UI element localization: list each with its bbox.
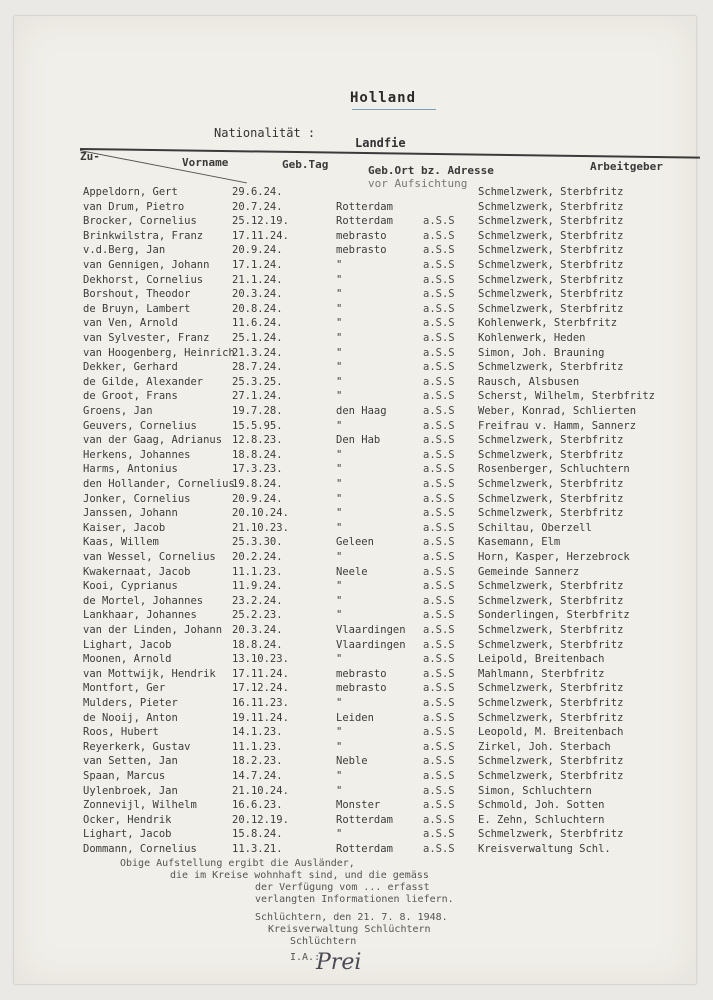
table-row bbox=[0, 201, 713, 215]
row-address: a.S.S bbox=[423, 799, 455, 812]
table-row bbox=[0, 215, 713, 229]
row-employer: Schmelzwerk, Sterbfritz bbox=[478, 259, 624, 271]
row-birthdate: 18.8.24. bbox=[232, 638, 283, 651]
table-row bbox=[0, 566, 713, 580]
row-name: Kaas, Willem bbox=[83, 536, 159, 549]
table-row bbox=[0, 493, 713, 507]
row-birthplace: mebrasto bbox=[336, 244, 387, 257]
row-name: Appeldorn, Gert bbox=[83, 186, 178, 198]
row-address: a.S.S bbox=[423, 419, 455, 432]
table-row bbox=[0, 478, 713, 492]
row-employer: Schmelzwerk, Sterbfritz bbox=[478, 434, 624, 447]
page-title: Holland bbox=[350, 90, 417, 106]
table-row bbox=[0, 259, 713, 273]
table-row bbox=[0, 595, 713, 609]
table-row bbox=[0, 434, 713, 448]
row-employer: Schmelzwerk, Sterbfritz bbox=[478, 770, 624, 782]
row-birthplace: " bbox=[336, 419, 343, 432]
row-address: a.S.S bbox=[423, 813, 455, 826]
row-birthdate: 20.10.24. bbox=[232, 507, 289, 520]
row-birthdate: 20.9.24. bbox=[232, 244, 283, 257]
row-address: a.S.S bbox=[423, 273, 455, 286]
row-birthplace: Rotterdam bbox=[336, 843, 393, 855]
row-employer: Schmold, Joh. Sotten bbox=[478, 799, 605, 812]
row-birthdate: 21.3.24. bbox=[232, 346, 283, 359]
row-birthplace: Rotterdam bbox=[336, 813, 393, 826]
row-address: a.S.S bbox=[423, 624, 455, 636]
row-birthdate: 20.7.24. bbox=[232, 200, 283, 213]
row-employer: Schmelzwerk, Sterbfritz bbox=[478, 478, 624, 490]
row-birthplace: " bbox=[336, 521, 343, 534]
row-address: a.S.S bbox=[423, 536, 455, 549]
row-address: a.S.S bbox=[423, 843, 455, 855]
row-employer: Gemeinde Sannerz bbox=[478, 565, 580, 578]
row-name: Dekhorst, Cornelius bbox=[83, 273, 204, 286]
row-address: a.S.S bbox=[423, 580, 455, 593]
row-birthplace: Vlaardingen bbox=[336, 638, 406, 651]
table-row bbox=[0, 682, 713, 696]
row-employer: E. Zehn, Schluchtern bbox=[478, 813, 605, 826]
row-name: de Mortel, Johannes bbox=[83, 594, 204, 607]
row-name: Reyerkerk, Gustav bbox=[83, 740, 191, 753]
table-row bbox=[0, 785, 713, 799]
row-address: a.S.S bbox=[423, 478, 455, 490]
row-birthplace: Geleen bbox=[336, 536, 374, 549]
row-birthplace: Rotterdam bbox=[336, 200, 393, 213]
header-col-gebort: Geb.Ort bz. Adresse bbox=[368, 164, 494, 177]
row-name: Brocker, Cornelius bbox=[83, 215, 197, 228]
row-name: van der Gaag, Adrianus bbox=[83, 434, 223, 447]
row-address: a.S.S bbox=[423, 594, 455, 607]
row-birthdate: 18.2.23. bbox=[232, 755, 283, 768]
row-birthdate: 29.6.24. bbox=[232, 186, 283, 198]
row-birthdate: 21.10.23. bbox=[232, 521, 289, 534]
row-birthdate: 20.12.19. bbox=[232, 813, 289, 826]
table-row bbox=[0, 317, 713, 331]
table-row bbox=[0, 361, 713, 375]
row-address: a.S.S bbox=[423, 770, 455, 782]
row-birthdate: 14.1.23. bbox=[232, 726, 283, 739]
row-address: a.S.S bbox=[423, 215, 455, 228]
row-employer: Schiltau, Oberzell bbox=[478, 521, 592, 534]
table-row bbox=[0, 303, 713, 317]
row-birthdate: 25.12.19. bbox=[232, 215, 289, 228]
row-birthdate: 19.7.28. bbox=[232, 405, 283, 417]
row-address: a.S.S bbox=[423, 434, 455, 447]
row-name: Spaan, Marcus bbox=[83, 770, 166, 782]
row-name: de Gilde, Alexander bbox=[83, 375, 204, 388]
row-employer: Schmelzwerk, Sterbfritz bbox=[478, 697, 624, 709]
row-employer: Schmelzwerk, Sterbfritz bbox=[478, 186, 624, 198]
table-row bbox=[0, 449, 713, 463]
table-row bbox=[0, 609, 713, 623]
row-birthdate: 16.6.23. bbox=[232, 799, 283, 812]
table-row bbox=[0, 741, 713, 755]
row-address: a.S.S bbox=[423, 682, 455, 695]
row-birthplace: " bbox=[336, 259, 343, 271]
row-employer: Schmelzwerk, Sterbfritz bbox=[478, 828, 624, 841]
row-birthdate: 11.1.23. bbox=[232, 565, 283, 578]
table-row bbox=[0, 697, 713, 711]
table-row bbox=[0, 376, 713, 390]
row-birthdate: 11.3.21. bbox=[232, 843, 283, 855]
row-employer: Schmelzwerk, Sterbfritz bbox=[478, 492, 624, 505]
row-birthdate: 25.2.23. bbox=[232, 609, 283, 622]
row-employer: Schmelzwerk, Sterbfritz bbox=[478, 273, 624, 286]
row-name: van der Linden, Johann bbox=[83, 624, 223, 636]
row-employer: Scherst, Wilhelm, Sterbfritz bbox=[478, 390, 656, 403]
row-address: a.S.S bbox=[423, 302, 455, 315]
table-row bbox=[0, 390, 713, 404]
row-employer: Mahlmann, Sterbfritz bbox=[478, 667, 605, 680]
row-birthplace: " bbox=[336, 361, 343, 374]
table-row bbox=[0, 551, 713, 565]
row-name: Herkens, Johannes bbox=[83, 448, 191, 461]
table-row bbox=[0, 463, 713, 477]
row-birthdate: 17.12.24. bbox=[232, 682, 289, 695]
row-employer: Kohlenwerk, Sterbfritz bbox=[478, 317, 618, 330]
row-address: a.S.S bbox=[423, 317, 455, 330]
row-address: a.S.S bbox=[423, 492, 455, 505]
row-address: a.S.S bbox=[423, 390, 455, 403]
row-address: a.S.S bbox=[423, 288, 455, 301]
row-name: de Nooij, Anton bbox=[83, 711, 178, 724]
row-birthplace: " bbox=[336, 697, 343, 709]
table-row bbox=[0, 230, 713, 244]
row-address: a.S.S bbox=[423, 463, 455, 476]
table-row bbox=[0, 288, 713, 302]
table-row bbox=[0, 507, 713, 521]
row-employer: Freifrau v. Hamm, Sannerz bbox=[478, 419, 637, 432]
row-birthdate: 17.3.23. bbox=[232, 463, 283, 476]
row-birthdate: 21.1.24. bbox=[232, 273, 283, 286]
row-address: a.S.S bbox=[423, 229, 455, 242]
footer-line-1: Obige Aufstellung ergibt die Ausländer, bbox=[120, 858, 355, 869]
row-address: a.S.S bbox=[423, 726, 455, 739]
row-name: Dekker, Gerhard bbox=[83, 361, 178, 374]
row-birthdate: 21.10.24. bbox=[232, 784, 289, 797]
row-birthplace: " bbox=[336, 609, 343, 622]
row-employer: Simon, Joh. Brauning bbox=[478, 346, 605, 359]
row-birthdate: 19.8.24. bbox=[232, 478, 283, 490]
row-name: van Setten, Jan bbox=[83, 755, 178, 768]
table-row bbox=[0, 770, 713, 784]
row-birthplace: " bbox=[336, 448, 343, 461]
row-name: Lighart, Jacob bbox=[83, 828, 172, 841]
nationality-label: Nationalität : bbox=[214, 126, 316, 140]
row-name: Roos, Hubert bbox=[83, 726, 159, 739]
row-employer: Schmelzwerk, Sterbfritz bbox=[478, 288, 624, 301]
row-birthdate: 19.11.24. bbox=[232, 711, 289, 724]
header-col-zu: Zu- bbox=[80, 150, 100, 163]
row-name: Lighart, Jacob bbox=[83, 638, 172, 651]
row-birthplace: " bbox=[336, 594, 343, 607]
row-employer: Zirkel, Joh. Sterbach bbox=[478, 740, 611, 753]
row-birthplace: " bbox=[336, 346, 343, 359]
table-row bbox=[0, 624, 713, 638]
row-address: a.S.S bbox=[423, 507, 455, 520]
row-birthplace: den Haag bbox=[336, 405, 387, 417]
row-name: van Gennigen, Johann bbox=[83, 259, 210, 271]
table-row bbox=[0, 814, 713, 828]
table-row bbox=[0, 332, 713, 346]
table-row bbox=[0, 755, 713, 769]
row-birthplace: mebrasto bbox=[336, 682, 387, 695]
row-employer: Sonderlingen, Sterbfritz bbox=[478, 609, 630, 622]
row-employer: Kohlenwerk, Heden bbox=[478, 332, 586, 344]
row-address: a.S.S bbox=[423, 565, 455, 578]
row-name: van Drum, Pietro bbox=[83, 200, 185, 213]
row-address: a.S.S bbox=[423, 667, 455, 680]
footer-line-3: der Verfügung vom ... erfasst bbox=[255, 882, 430, 893]
row-birthdate: 17.1.24. bbox=[232, 259, 283, 271]
table-row bbox=[0, 244, 713, 258]
table-row bbox=[0, 653, 713, 667]
row-address: a.S.S bbox=[423, 755, 455, 768]
row-name: van Hoogenberg, Heinrich bbox=[83, 346, 235, 359]
row-birthplace: " bbox=[336, 828, 343, 841]
row-employer: Schmelzwerk, Sterbfritz bbox=[478, 448, 624, 461]
header-col-gebtag: Geb.Tag bbox=[282, 158, 329, 171]
row-birthdate: 20.3.24. bbox=[232, 624, 283, 636]
row-birthdate: 28.7.24. bbox=[232, 361, 283, 374]
row-address: a.S.S bbox=[423, 653, 455, 666]
row-name: Harms, Antonius bbox=[83, 463, 178, 476]
table-row bbox=[0, 522, 713, 536]
row-name: v.d.Berg, Jan bbox=[83, 244, 166, 257]
row-address: a.S.S bbox=[423, 346, 455, 359]
table-row bbox=[0, 712, 713, 726]
footer-line-8: I.A.: bbox=[290, 952, 321, 963]
row-employer: Schmelzwerk, Sterbfritz bbox=[478, 624, 624, 636]
row-employer: Schmelzwerk, Sterbfritz bbox=[478, 755, 624, 768]
row-address: a.S.S bbox=[423, 448, 455, 461]
row-address: a.S.S bbox=[423, 332, 455, 344]
table-row bbox=[0, 843, 713, 857]
row-birthdate: 12.8.23. bbox=[232, 434, 283, 447]
row-name: van Sylvester, Franz bbox=[83, 332, 210, 344]
row-birthdate: 17.11.24. bbox=[232, 667, 289, 680]
row-address: a.S.S bbox=[423, 259, 455, 271]
row-birthplace: " bbox=[336, 273, 343, 286]
table-row bbox=[0, 580, 713, 594]
row-address: a.S.S bbox=[423, 551, 455, 563]
row-birthplace: Neble bbox=[336, 755, 368, 768]
row-birthplace: " bbox=[336, 478, 343, 490]
row-name: Uylenbroek, Jan bbox=[83, 784, 178, 797]
row-name: Jonker, Cornelius bbox=[83, 492, 191, 505]
row-name: van Ven, Arnold bbox=[83, 317, 178, 330]
row-birthplace: " bbox=[336, 726, 343, 739]
row-birthdate: 20.9.24. bbox=[232, 492, 283, 505]
row-address: a.S.S bbox=[423, 375, 455, 388]
row-address: a.S.S bbox=[423, 361, 455, 374]
footer-line-6: Kreisverwaltung Schlüchtern bbox=[268, 924, 431, 935]
row-birthdate: 25.3.25. bbox=[232, 375, 283, 388]
row-address: a.S.S bbox=[423, 638, 455, 651]
table-row bbox=[0, 536, 713, 550]
row-address: a.S.S bbox=[423, 784, 455, 797]
row-birthplace: Leiden bbox=[336, 711, 374, 724]
table-row bbox=[0, 668, 713, 682]
table-row bbox=[0, 420, 713, 434]
row-employer: Schmelzwerk, Sterbfritz bbox=[478, 682, 624, 695]
row-name: Groens, Jan bbox=[83, 405, 153, 417]
row-address: a.S.S bbox=[423, 711, 455, 724]
row-address: a.S.S bbox=[423, 740, 455, 753]
row-employer: Horn, Kasper, Herzebrock bbox=[478, 551, 630, 563]
row-birthplace: " bbox=[336, 770, 343, 782]
row-address: a.S.S bbox=[423, 405, 455, 417]
row-birthplace: mebrasto bbox=[336, 229, 387, 242]
row-employer: Schmelzwerk, Sterbfritz bbox=[478, 200, 624, 213]
row-address: a.S.S bbox=[423, 609, 455, 622]
header-col-arbeitgeber: Arbeitgeber bbox=[590, 160, 663, 173]
row-birthdate: 23.2.24. bbox=[232, 594, 283, 607]
row-birthplace: mebrasto bbox=[336, 667, 387, 680]
row-birthdate: 27.1.24. bbox=[232, 390, 283, 403]
row-employer: Leopold, M. Breitenbach bbox=[478, 726, 624, 739]
table-row bbox=[0, 347, 713, 361]
row-employer: Weber, Konrad, Schlierten bbox=[478, 405, 637, 417]
row-birthdate: 16.11.23. bbox=[232, 697, 289, 709]
table-row bbox=[0, 799, 713, 813]
row-birthdate: 15.8.24. bbox=[232, 828, 283, 841]
row-name: Brinkwilstra, Franz bbox=[83, 229, 204, 242]
row-employer: Schmelzwerk, Sterbfritz bbox=[478, 507, 624, 520]
row-employer: Schmelzwerk, Sterbfritz bbox=[478, 580, 624, 593]
row-name: Borshout, Theodor bbox=[83, 288, 191, 301]
row-name: de Bruyn, Lambert bbox=[83, 302, 191, 315]
header-col-gebort-sub: vor Aufsichtung bbox=[368, 177, 468, 190]
row-name: Ocker, Hendrik bbox=[83, 813, 172, 826]
row-name: Mulders, Pieter bbox=[83, 697, 178, 709]
row-birthplace: " bbox=[336, 740, 343, 753]
row-birthplace: Vlaardingen bbox=[336, 624, 406, 636]
row-employer: Schmelzwerk, Sterbfritz bbox=[478, 244, 624, 257]
row-birthplace: " bbox=[336, 317, 343, 330]
row-birthdate: 11.6.24. bbox=[232, 317, 283, 330]
row-name: Kwakernaat, Jacob bbox=[83, 565, 191, 578]
row-birthdate: 14.7.24. bbox=[232, 770, 283, 782]
row-birthplace: Monster bbox=[336, 799, 381, 812]
row-birthdate: 17.11.24. bbox=[232, 229, 289, 242]
row-employer: Schmelzwerk, Sterbfritz bbox=[478, 361, 624, 374]
row-birthplace: " bbox=[336, 580, 343, 593]
row-name: Kooi, Cyprianus bbox=[83, 580, 178, 593]
row-name: Lankhaar, Johannes bbox=[83, 609, 197, 622]
footer-line-4: verlangten Informationen liefern. bbox=[255, 894, 454, 905]
row-name: Zonnevijl, Wilhelm bbox=[83, 799, 197, 812]
table-row bbox=[0, 186, 713, 200]
row-employer: Rosenberger, Schluchtern bbox=[478, 463, 630, 476]
header-col-vorname: Vorname bbox=[182, 156, 229, 169]
row-birthplace: " bbox=[336, 375, 343, 388]
table-row bbox=[0, 726, 713, 740]
row-address: a.S.S bbox=[423, 244, 455, 257]
row-name: Kaiser, Jacob bbox=[83, 521, 166, 534]
row-employer: Schmelzwerk, Sterbfritz bbox=[478, 215, 624, 228]
row-employer: Schmelzwerk, Sterbfritz bbox=[478, 229, 624, 242]
nationality-value: Landfie bbox=[355, 136, 406, 150]
row-birthplace: " bbox=[336, 551, 343, 563]
row-employer: Schmelzwerk, Sterbfritz bbox=[478, 594, 624, 607]
row-address: a.S.S bbox=[423, 828, 455, 841]
row-employer: Kreisverwaltung Schl. bbox=[478, 843, 611, 855]
table-row bbox=[0, 274, 713, 288]
row-birthplace: Neele bbox=[336, 565, 368, 578]
footer-line-7: Schlüchtern bbox=[290, 936, 357, 947]
row-birthdate: 13.10.23. bbox=[232, 653, 289, 666]
row-name: Geuvers, Cornelius bbox=[83, 419, 197, 432]
row-employer: Leipold, Breitenbach bbox=[478, 653, 605, 666]
footer-line-5: Schlüchtern, den 21. 7. 8. 1948. bbox=[255, 912, 448, 923]
row-birthplace: Den Hab bbox=[336, 434, 381, 447]
table-row bbox=[0, 828, 713, 842]
row-birthdate: 15.5.95. bbox=[232, 419, 283, 432]
row-employer: Schmelzwerk, Sterbfritz bbox=[478, 638, 624, 651]
row-birthplace: " bbox=[336, 302, 343, 315]
table-row bbox=[0, 639, 713, 653]
row-employer: Rausch, Alsbusen bbox=[478, 375, 580, 388]
row-name: Montfort, Ger bbox=[83, 682, 166, 695]
row-name: Janssen, Johann bbox=[83, 507, 178, 520]
row-birthplace: " bbox=[336, 507, 343, 520]
row-birthdate: 20.3.24. bbox=[232, 288, 283, 301]
table-row bbox=[0, 405, 713, 419]
row-birthplace: " bbox=[336, 288, 343, 301]
row-birthplace: " bbox=[336, 390, 343, 403]
row-name: van Mottwijk, Hendrik bbox=[83, 667, 216, 680]
row-birthplace: Rotterdam bbox=[336, 215, 393, 228]
row-name: de Groot, Frans bbox=[83, 390, 178, 403]
row-birthdate: 20.8.24. bbox=[232, 302, 283, 315]
row-birthdate: 11.1.23. bbox=[232, 740, 283, 753]
row-birthdate: 11.9.24. bbox=[232, 580, 283, 593]
row-birthdate: 25.3.30. bbox=[232, 536, 283, 549]
row-birthdate: 25.1.24. bbox=[232, 332, 283, 344]
row-employer: Schmelzwerk, Sterbfritz bbox=[478, 711, 624, 724]
row-name: van Wessel, Cornelius bbox=[83, 551, 216, 563]
row-birthplace: " bbox=[336, 332, 343, 344]
row-address: a.S.S bbox=[423, 521, 455, 534]
row-employer: Schmelzwerk, Sterbfritz bbox=[478, 302, 624, 315]
row-birthplace: " bbox=[336, 463, 343, 476]
footer-line-2: die im Kreise wohnhaft sind, und die gemäss bbox=[170, 870, 429, 881]
row-birthplace: " bbox=[336, 653, 343, 666]
row-address: a.S.S bbox=[423, 697, 455, 709]
row-name: den Hollander, Cornelius bbox=[83, 478, 235, 490]
row-employer: Kasemann, Elm bbox=[478, 536, 561, 549]
row-name: Dommann, Cornelius bbox=[83, 843, 197, 855]
row-birthplace: " bbox=[336, 492, 343, 505]
row-name: Moonen, Arnold bbox=[83, 653, 172, 666]
handwritten-signature: Prei bbox=[316, 950, 362, 975]
row-employer: Simon, Schluchtern bbox=[478, 784, 592, 797]
row-birthdate: 20.2.24. bbox=[232, 551, 283, 563]
row-birthplace: " bbox=[336, 784, 343, 797]
row-birthdate: 18.8.24. bbox=[232, 448, 283, 461]
